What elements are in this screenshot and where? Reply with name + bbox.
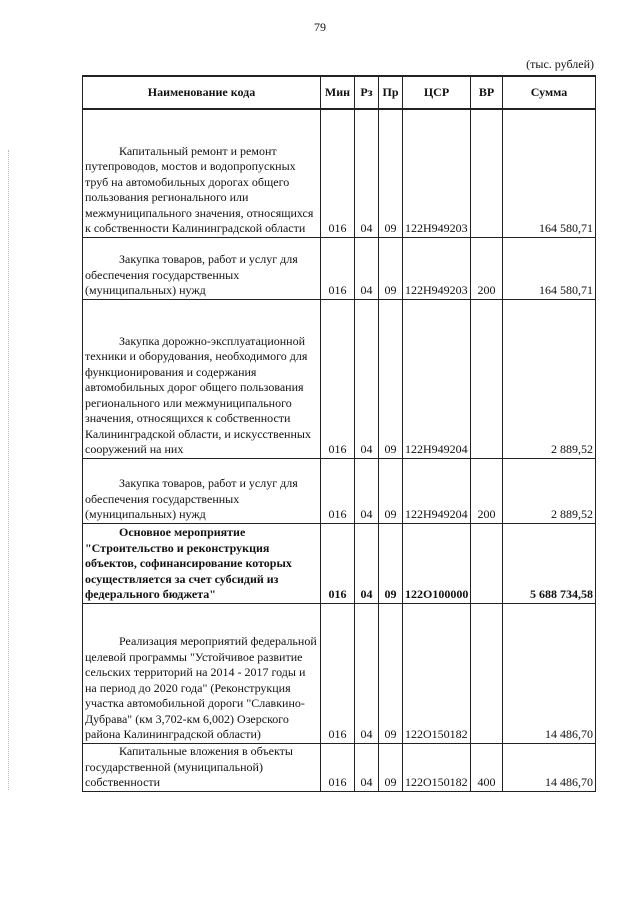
header-vr: ВР (471, 76, 503, 109)
header-name: Наименование кода (83, 76, 321, 109)
row-sum: 2 889,52 (503, 299, 596, 458)
row-vr (471, 109, 503, 237)
table-row (83, 237, 596, 299)
row-pr: 09 (379, 109, 403, 237)
row-vr (471, 299, 503, 458)
row-min: 016 (321, 237, 355, 299)
row-pr: 09 (379, 237, 403, 299)
row-name: Капитальный ремонт и ремонт путепроводов, мостов и водопропускных труб на автомобильных дорогах общего пользования регионального или межмуниципального значения, относящихся к собственности Калининградской области (83, 109, 321, 237)
row-vr: 400 (471, 743, 503, 791)
row-name: Реализация мероприятий федеральной целевой программы "Устойчивое развитие сельских территорий на 2014 - 2017 годы и на период до 2020 года" (Реконструкция участка автомобильной дороги "Славкино-Дубрава" (км 3,702-км 6,002) Озерского района Калининградской области) (83, 603, 321, 743)
units-label: (тыс. рублей) (526, 57, 594, 71)
row-pr: 09 (379, 523, 403, 603)
row-min: 016 (321, 458, 355, 523)
table-row (83, 743, 596, 791)
row-sum: 164 580,71 (503, 237, 596, 299)
row-csr: 122Н949203 (403, 237, 471, 299)
row-min: 016 (321, 603, 355, 743)
scan-edge-mark (8, 150, 9, 790)
row-vr: 200 (471, 237, 503, 299)
header-csr: ЦСР (403, 76, 471, 109)
row-csr: 122О150182 (403, 743, 471, 791)
row-sum: 14 486,70 (503, 743, 596, 791)
header-pr: Пр (379, 76, 403, 109)
row-name: Закупка товаров, работ и услуг для обеспечения государственных (муниципальных) нужд (83, 458, 321, 523)
row-pr: 09 (379, 299, 403, 458)
table-row (83, 299, 596, 458)
row-name: Капитальные вложения в объекты государственной (муниципальной) собственности (83, 743, 321, 791)
row-csr: 122Н949204 (403, 458, 471, 523)
table-row (83, 603, 596, 743)
row-rz: 04 (355, 109, 379, 237)
row-min: 016 (321, 523, 355, 603)
row-min: 016 (321, 299, 355, 458)
header-sum: Сумма (503, 76, 596, 109)
row-vr: 200 (471, 458, 503, 523)
table-row (83, 523, 596, 603)
row-sum: 2 889,52 (503, 458, 596, 523)
row-csr: 122Н949203 (403, 109, 471, 237)
row-pr: 09 (379, 458, 403, 523)
row-name: Закупка дорожно-эксплуатационной техники и оборудования, необходимого для функционирования и содержания автомобильных дорог общего пользования регионального или межмуниципального значения, относящихся к собственности Калининградской области, и искусственных сооружений на них (83, 299, 321, 458)
row-pr: 09 (379, 743, 403, 791)
page-number: 79 (314, 20, 326, 34)
row-min: 016 (321, 109, 355, 237)
row-name: Закупка товаров, работ и услуг для обеспечения государственных (муниципальных) нужд (83, 237, 321, 299)
row-rz: 04 (355, 603, 379, 743)
budget-table (82, 75, 596, 792)
row-sum: 164 580,71 (503, 109, 596, 237)
row-rz: 04 (355, 458, 379, 523)
table-header-row (83, 76, 596, 109)
row-sum: 5 688 734,58 (503, 523, 596, 603)
row-rz: 04 (355, 237, 379, 299)
row-min: 016 (321, 743, 355, 791)
row-sum: 14 486,70 (503, 603, 596, 743)
row-rz: 04 (355, 299, 379, 458)
table-row (83, 458, 596, 523)
row-csr: 122О150182 (403, 603, 471, 743)
row-rz: 04 (355, 743, 379, 791)
row-pr: 09 (379, 603, 403, 743)
row-name: Основное мероприятие "Строительство и реконструкция объектов, софинансирование которых осуществляется за счет субсидий из федерального бюджета" (83, 523, 321, 603)
row-csr: 122О100000 (403, 523, 471, 603)
row-vr (471, 523, 503, 603)
table-row (83, 109, 596, 237)
row-vr (471, 603, 503, 743)
header-min: Мин (321, 76, 355, 109)
header-rz: Рз (355, 76, 379, 109)
row-csr: 122Н949204 (403, 299, 471, 458)
row-rz: 04 (355, 523, 379, 603)
